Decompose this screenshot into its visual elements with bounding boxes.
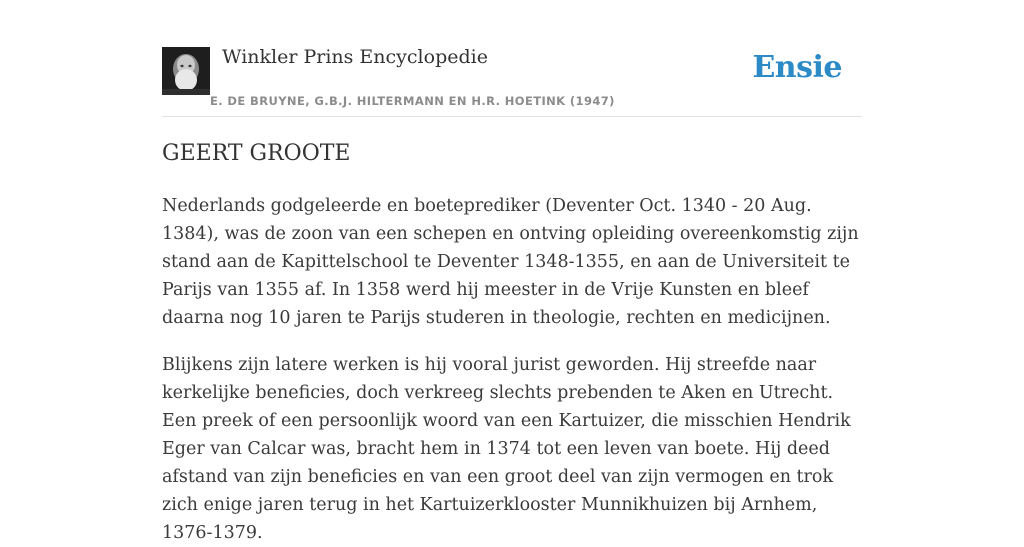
brand-logo[interactable]: Ensie xyxy=(752,50,842,85)
author-byline: E. DE BRUYNE, G.B.J. HILTERMANN EN H.R. HOETINK (1947) xyxy=(210,94,615,108)
page-container xyxy=(162,0,862,543)
author-portrait-icon[interactable] xyxy=(162,47,210,95)
site-title[interactable]: Winkler Prins Encyclopedie xyxy=(222,46,488,68)
article-paragraph-2: Blijkens zijn latere werken is hij vooral jurist geworden. Hij streefde naar kerkelijke beneficies, doch verkreeg slechts prebenden te Aken en Utrecht. Een preek of een persoonlijk woord van een Kartuizer, die misschien Hendrik Eger van Calcar was, bracht hem in 1374 tot een leven van boete. Hij deed afstand van zijn beneficies en van een groot deel van zijn vermogen en trok zich enige jaren terug in het Kartuizerklooster Munnikhuizen bij Arnhem, 1376-1379. xyxy=(162,355,851,543)
article-title: GEERT GROOTE xyxy=(162,141,351,166)
site-header xyxy=(162,0,862,117)
article-paragraph-1: Nederlands godgeleerde en boeteprediker (Deventer Oct. 1340 - 20 Aug. 1384), was de zoon van een schepen en ontving opleiding overeenkomstig zijn stand aan de Kapittelschool te Deventer 1348-1355, en aan de Universiteit te Parijs van 1355 af. In 1358 werd hij meester in de Vrije Kunsten en bleef daarna nog 10 jaren te Parijs studeren in theologie, rechten en medicijnen. xyxy=(162,196,859,328)
